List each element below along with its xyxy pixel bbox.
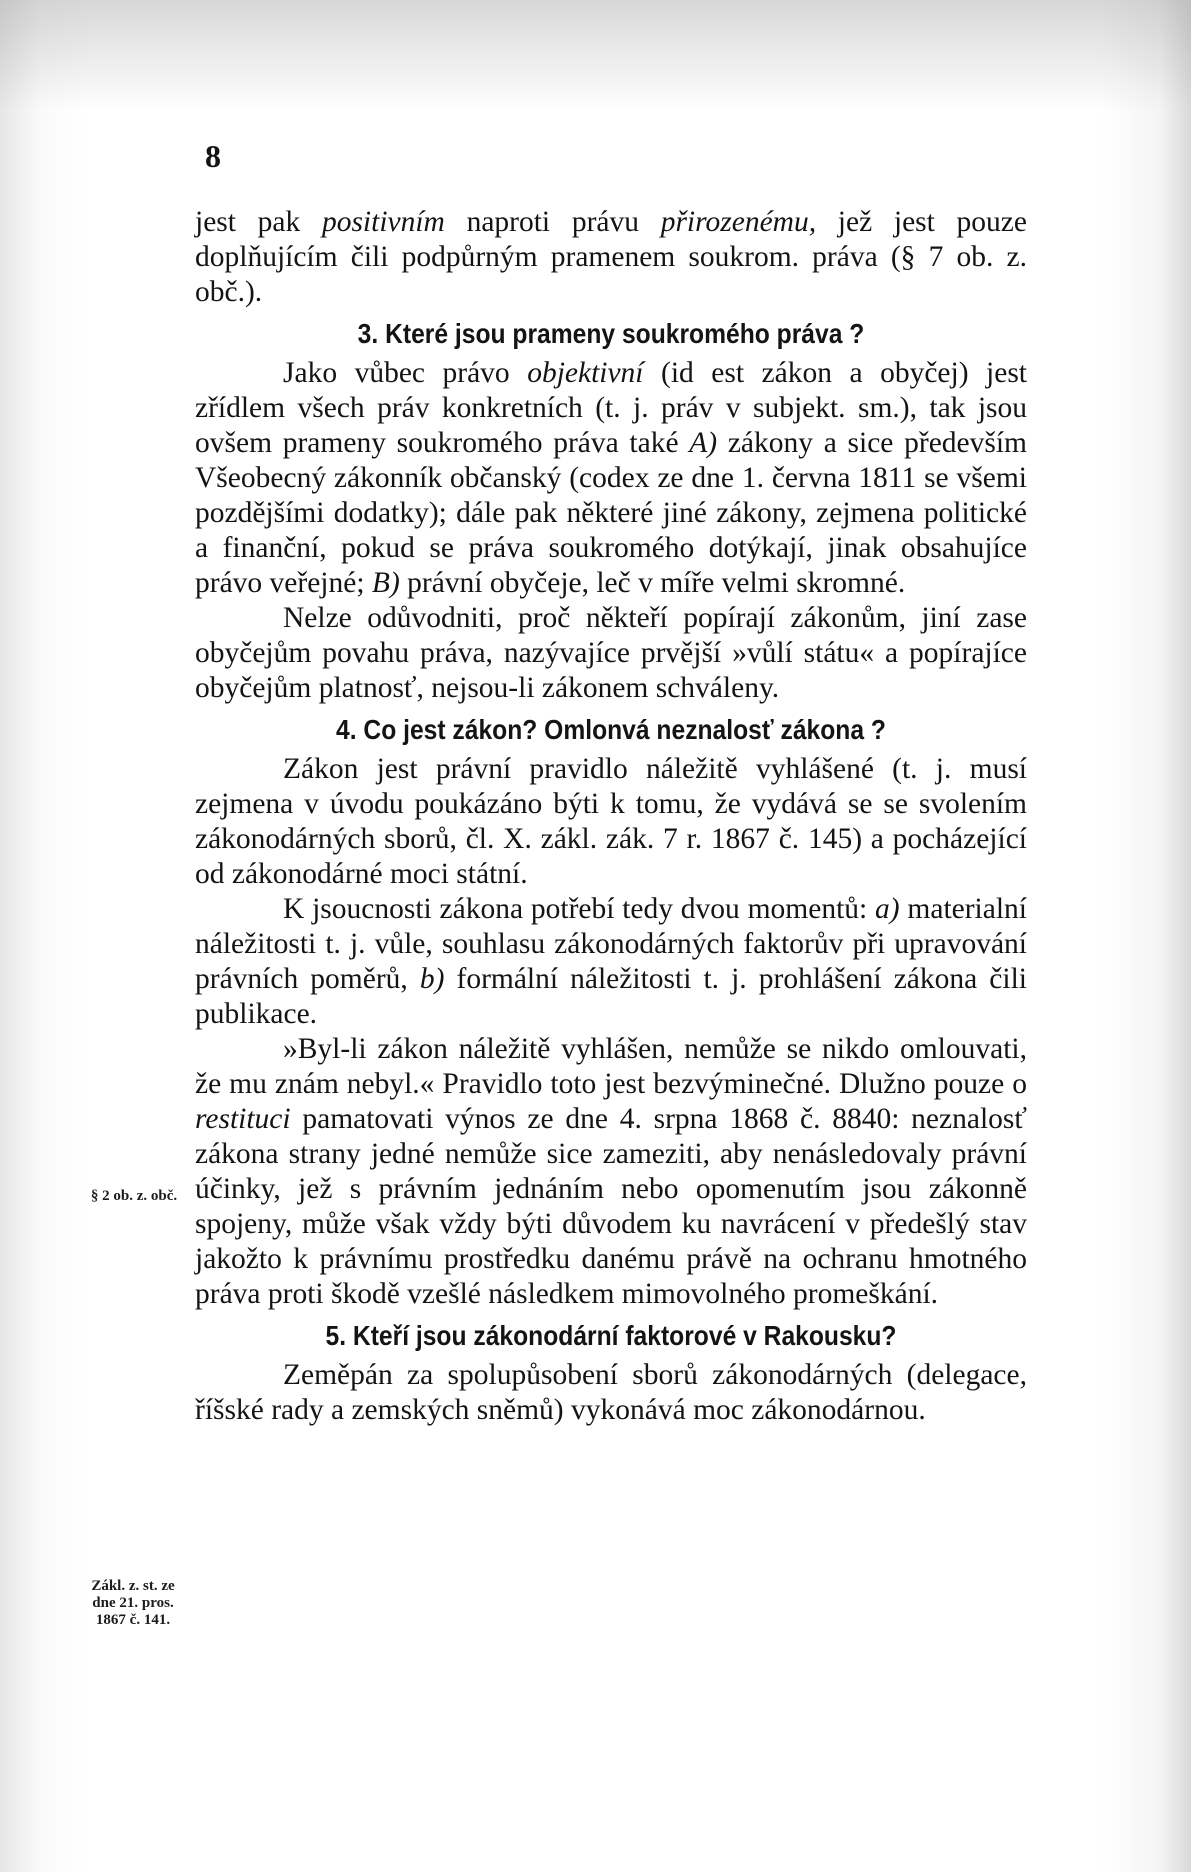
body-text: [195, 205, 1027, 1428]
heading-section-3: 3. Které jsou prameny soukromého práva ?: [357, 318, 865, 349]
paragraph-legislators: Zeměpán za spolupůsobení sborů zákonodárných (delegace, říšské rady a zemských sněmů) vykonává moc zákonodárnou.: [195, 1359, 1027, 1426]
paragraph-sources: Jako vůbec právo objektivní (id est zákon a obyčej) jest zřídlem všech práv konkretních (t. j. práv v subjekt. sm.), tak jsou ovšem prameny soukromého práva také A) zákony a sice především Všeobecný zákonník občanský (codex ze dne 1. června 1811 se všemi pozdějšími dodatky); dále pak některé jiné zákony, zejmena politické a finanční, pokud se práva soukromého dotýkají, jinak obsahujíce právo veřejné; B) právní obyčeje, leč v míře velmi skromné.: [195, 357, 1027, 599]
heading-section-5: 5. Kteří jsou zákonodární faktorové v Rakousku?: [325, 1320, 897, 1351]
heading-section-4: 4. Co jest zákon? Omlonvá neznalosť zákona ?: [336, 714, 886, 745]
paragraph-law-moments: K jsoucnosti zákona potřebí tedy dvou momentů: a) materialní náležitosti t. j. vůle, souhlasu zákonodárných faktorův při upravování právních poměrů, b) formální náležitosti t. j. prohlášení zákona čili publikace.: [195, 893, 1027, 1030]
paragraph-custom: Nelze odůvodniti, proč někteří popírají zákonům, jiní zase obyčejům povahu práva, nazývajíce prvější »vůlí státu« a popírajíce obyčejům platnosť, nejsou-li zákonem schváleny.: [195, 602, 1027, 704]
page-number: 8: [205, 138, 221, 174]
paragraph-law-definition: Zákon jest právní pravidlo náležitě vyhlášené (t. j. musí zejmena v úvodu poukázáno býti k tomu, že vydává se se svolením zákonodárných sborů, čl. X. zákl. zák. 7 r. 1867 č. 145) a pocházející od zákonodárné moci státní.: [195, 753, 1027, 890]
page-edge-shadow: [0, 0, 1191, 110]
paragraph-ignorance: »Byl-li zákon náležitě vyhlášen, nemůže se nikdo omlouvati, že mu znám nebyl.« Pravidlo toto jest bezvýminečné. Dlužno pouze o restituci pamatovati výnos ze dne 4. srpna 1868 č. 8840: neznalosť zákona strany jedné nemůže sice zameziti, aby nenásledovaly právní účinky, jež s právním jednáním nebo opomenutím jsou zákonně spojeny, může však vždy býti důvodem ku navrácení v předešlý stav jakožto k právnímu prostředku danému právě na ochranu hmotného práva proti škodě vzešlé následkem mimovolného promeškání.: [195, 1033, 1027, 1310]
paragraph-positive-law: jest pak positivním naproti právu přirozenému, jež jest pouze doplňujícím čili podpůrným pramenem soukrom. práva (§ 7 ob. z. obč.).: [195, 206, 1027, 308]
margin-note-zakl-zakon: Zákl. z. st. ze dne 21. pros. 1867 č. 141.: [91, 1578, 175, 1628]
margin-note-obc-zakon: § 2 ob. z. obč.: [90, 1188, 178, 1204]
